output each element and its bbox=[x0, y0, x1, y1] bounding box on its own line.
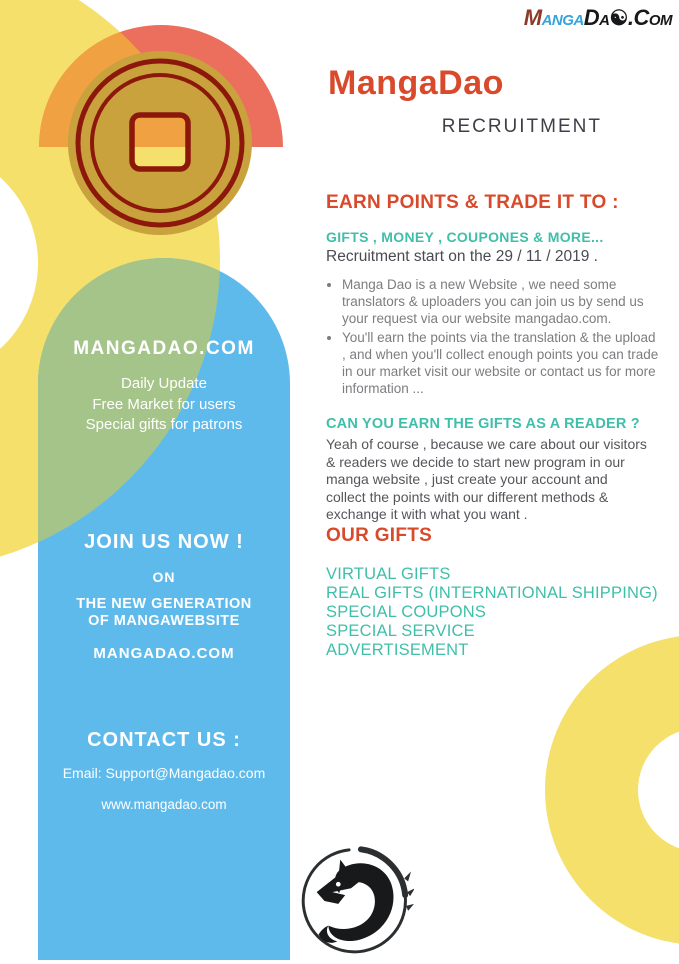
brand-logo bbox=[524, 5, 672, 31]
contact-heading: CONTACT US : bbox=[87, 729, 241, 751]
gift-list bbox=[326, 565, 658, 660]
join-on-label: ON bbox=[152, 569, 176, 585]
dragon-logo-icon bbox=[296, 841, 414, 959]
generation-line-1: THE NEW GENERATION bbox=[76, 596, 252, 612]
earn-points-heading: EARN POINTS & TRADE IT TO : bbox=[326, 192, 619, 213]
coin-icon bbox=[68, 51, 252, 235]
reader-question-heading: CAN YOU EARN THE GIFTS AS A READER ? bbox=[326, 416, 640, 432]
sidebar-feature-item: Daily Update bbox=[121, 375, 207, 392]
join-us-heading: JOIN US NOW ! bbox=[84, 531, 244, 553]
coin-icon-svg bbox=[68, 51, 252, 235]
sidebar-feature-item: Free Market for users bbox=[92, 395, 236, 413]
sidebar-site-name: MANGADAO.COM bbox=[73, 338, 255, 359]
page-title: MangaDao bbox=[328, 64, 504, 102]
brand-logo-anga: anga bbox=[541, 5, 584, 30]
dragon-logo-svg bbox=[296, 841, 414, 959]
bullet-item: • Manga Dao is a new Website , we need some translators & uploaders you can join us by send us your request via our website mangadao.com. bbox=[342, 276, 660, 327]
sidebar-feature-item: Special gifts for patrons bbox=[85, 416, 243, 433]
page-subtitle: RECRUITMENT bbox=[441, 116, 602, 137]
our-gifts-heading: OUR GIFTS bbox=[326, 525, 433, 546]
yin-yang-icon: ☯ bbox=[609, 7, 628, 30]
brand-logo-da: Da bbox=[583, 5, 610, 30]
gifts-money-line: GIFTS , MONEY , COUPONES & MORE... bbox=[326, 229, 604, 245]
recruitment-start-date: Recruitment start on the 29 / 11 / 2019 . bbox=[326, 248, 598, 265]
brand-logo-com: .Com bbox=[627, 5, 672, 30]
recruitment-bullet-list bbox=[326, 276, 660, 399]
gift-item: SPECIAL COUPONS bbox=[326, 603, 487, 621]
gift-item: ADVERTISEMENT bbox=[326, 641, 469, 659]
sidebar-feature-list bbox=[38, 374, 290, 436]
gift-item: SPECIAL SERVICE bbox=[326, 622, 475, 640]
reader-answer-paragraph: Yeah of course , because we care about our visitors & readers we decide to start new program in our manga website , just create your account and collect the points with our different methods & exchange it with what you want . bbox=[326, 436, 647, 522]
left-blue-column bbox=[38, 258, 290, 960]
join-site-name: MANGADAO.COM bbox=[93, 645, 235, 662]
contact-email: Email: Support@Mangadao.com bbox=[62, 765, 266, 781]
bullet-item: • You'll earn the points via the translation & the upload , and when you'll collect enough points you can trade in our market visit our website or contact us for more information ... bbox=[342, 329, 660, 397]
contact-website: www.mangadao.com bbox=[101, 797, 227, 812]
brand-logo-m: M bbox=[523, 5, 542, 30]
generation-tagline bbox=[38, 596, 290, 629]
gift-item: VIRTUAL GIFTS bbox=[326, 565, 451, 583]
generation-line-2: OF MANGAWEBSITE bbox=[88, 612, 240, 629]
gift-item: REAL GIFTS (INTERNATIONAL SHIPPING) bbox=[326, 584, 658, 602]
